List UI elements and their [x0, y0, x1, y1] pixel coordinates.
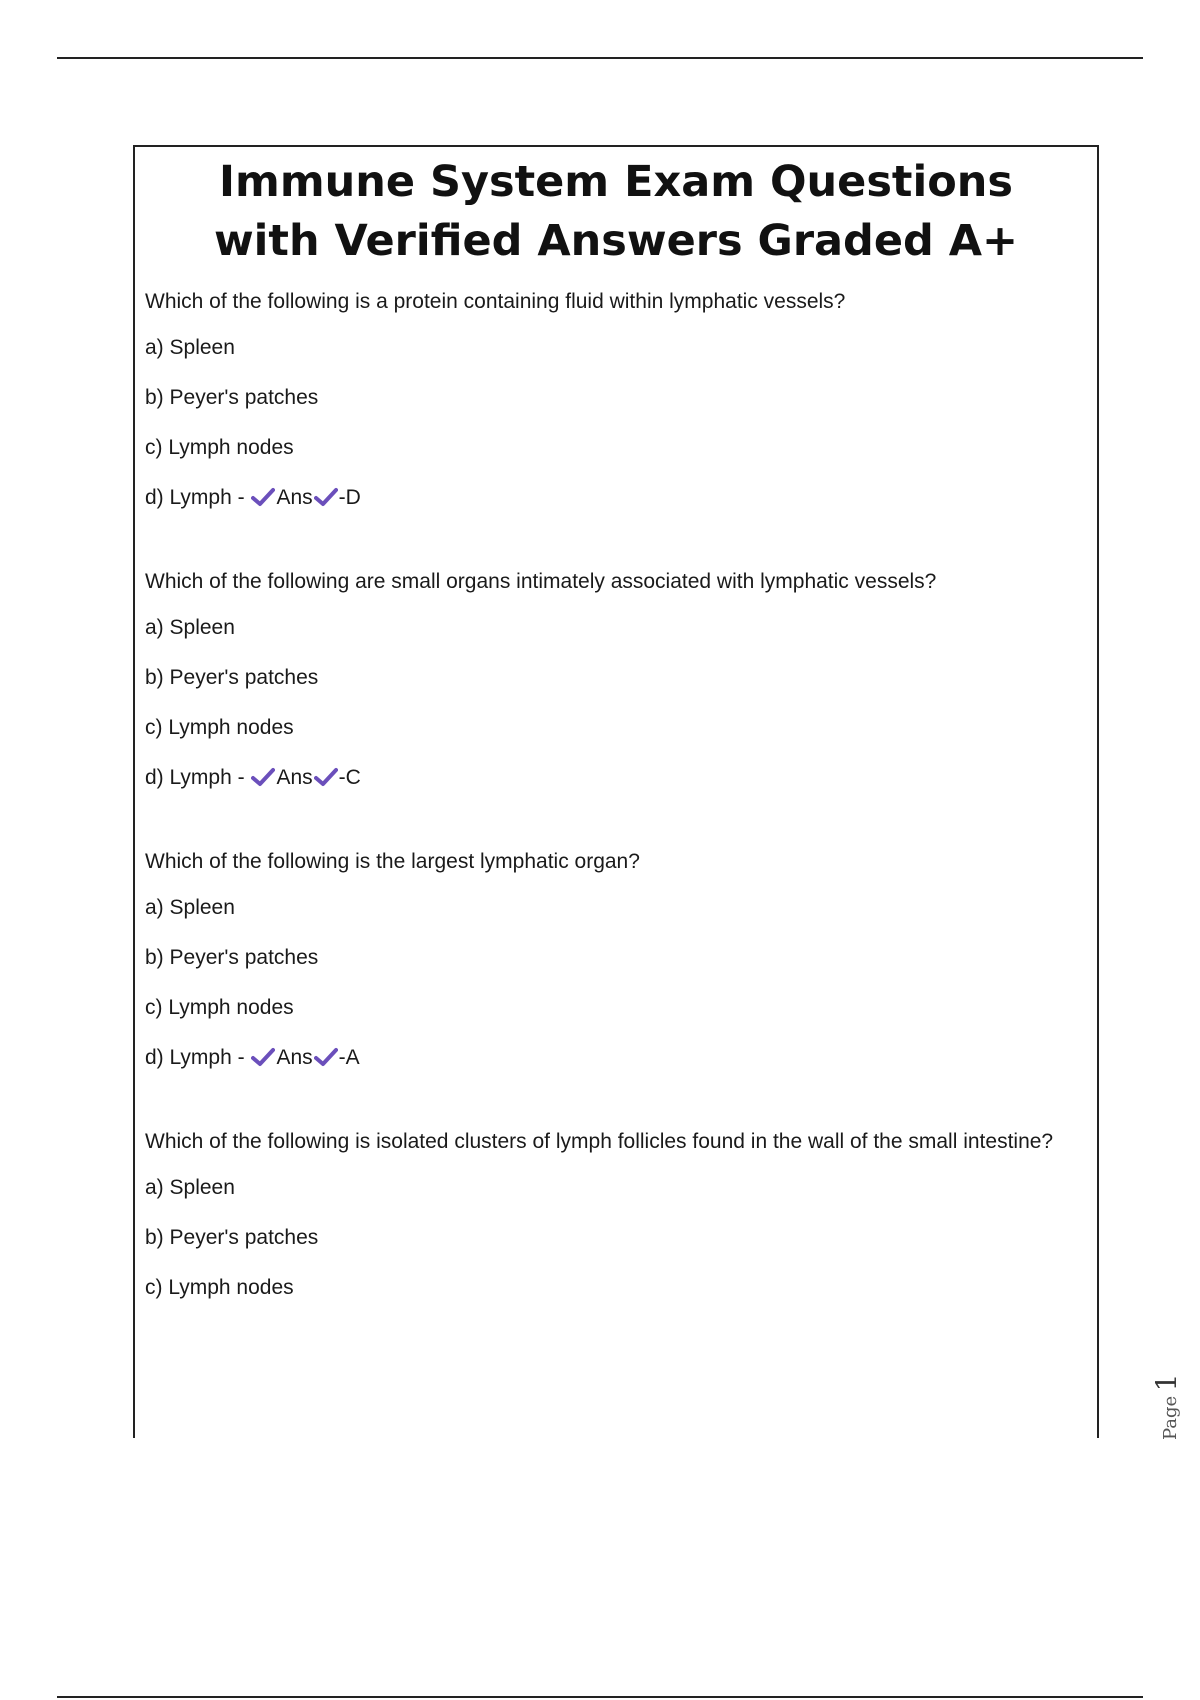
checkmark-icon	[314, 487, 338, 507]
option-d: d) Lymph -	[145, 1046, 245, 1069]
question-text: Which of the following is a protein containing fluid within lymphatic vessels?	[145, 290, 846, 313]
checkmark-icon	[314, 767, 338, 787]
option-c: c) Lymph nodes	[145, 716, 294, 739]
page-number-label	[1150, 1374, 1183, 1441]
page-frame	[133, 145, 1099, 1438]
option-b: b) Peyer's patches	[145, 1226, 319, 1249]
answer-prefix: Ans	[276, 486, 313, 509]
option-d-with-answer	[145, 485, 1087, 511]
option-b: b) Peyer's patches	[145, 946, 319, 969]
answer-value: -D	[338, 486, 361, 509]
answer-prefix: Ans	[276, 1046, 313, 1069]
answer-value: -C	[338, 766, 361, 789]
checkmark-icon	[251, 1047, 275, 1067]
footer-rule	[57, 1696, 1143, 1698]
document-title: Immune System Exam Questions with Verified Answers Graded A+	[213, 157, 1019, 266]
option-a: a) Spleen	[145, 896, 235, 919]
question-text: Which of the following are small organs intimately associated with lymphatic vessels?	[145, 570, 937, 593]
question-block	[145, 845, 1087, 1071]
question-text: Which of the following is isolated clusters of lymph follicles found in the wall of the small intestine?	[145, 1130, 1054, 1153]
question-block	[145, 285, 1087, 511]
page-number: 1	[1150, 1373, 1183, 1392]
answer-value: -A	[338, 1046, 360, 1069]
question-text: Which of the following is the largest lymphatic organ?	[145, 850, 640, 873]
option-d: d) Lymph -	[145, 486, 245, 509]
question-block	[145, 565, 1087, 791]
header-rule	[57, 57, 1143, 59]
option-d-with-answer	[145, 765, 1087, 791]
option-a: a) Spleen	[145, 616, 235, 639]
question-block	[145, 1125, 1087, 1301]
checkmark-icon	[251, 487, 275, 507]
option-b: b) Peyer's patches	[145, 386, 319, 409]
option-a: a) Spleen	[145, 336, 235, 359]
option-c: c) Lymph nodes	[145, 996, 294, 1019]
checkmark-icon	[251, 767, 275, 787]
option-c: c) Lymph nodes	[145, 436, 294, 459]
questions-container	[135, 285, 1097, 1301]
option-d: d) Lymph -	[145, 766, 245, 789]
page-word: Page	[1160, 1395, 1181, 1440]
answer-prefix: Ans	[276, 766, 313, 789]
option-a: a) Spleen	[145, 1176, 235, 1199]
option-b: b) Peyer's patches	[145, 666, 319, 689]
checkmark-icon	[314, 1047, 338, 1067]
option-c: c) Lymph nodes	[145, 1276, 294, 1299]
option-d-with-answer	[145, 1045, 1087, 1071]
